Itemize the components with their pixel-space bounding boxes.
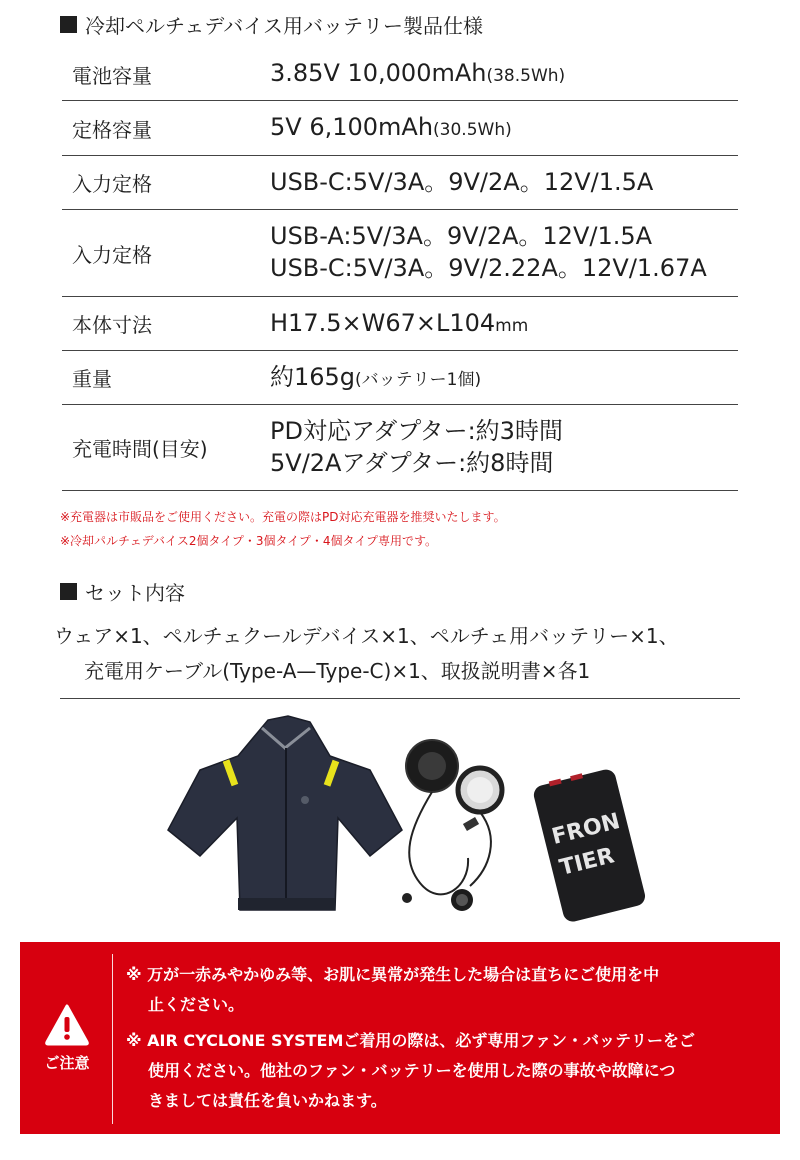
spec-value-main: 5V/2Aアダプター:約8時間: [270, 448, 554, 477]
caution-item: [126, 960, 766, 1020]
spec-row: [62, 210, 738, 297]
caution-line: きましては責任を負いかねます。: [148, 1091, 387, 1110]
spec-value: [270, 308, 738, 340]
caution-line: 止ください。: [148, 995, 245, 1014]
jacket-image: [168, 716, 402, 910]
spec-label: 入力定格: [72, 172, 152, 196]
peltier-device-image: [402, 740, 502, 911]
spec-value-note: (30.5Wh): [433, 120, 512, 141]
spec-row: [62, 351, 738, 405]
divider: [112, 954, 113, 1124]
spec-label: 充電時間(目安): [72, 437, 208, 461]
spec-value-main: H17.5×W67×L104: [270, 308, 496, 337]
spec-value-main: USB-C:5V/3A。9V/2.22A。12V/1.67A: [270, 254, 707, 282]
spec-value: [270, 112, 738, 144]
square-bullet-icon: [60, 16, 77, 33]
spec-label: 入力定格: [72, 242, 152, 267]
spec-value-main: 5V 6,100mAh: [270, 113, 434, 142]
caution-label: ご注意: [44, 1054, 90, 1072]
set-section-title: [60, 577, 185, 606]
set-title-text: セット内容: [85, 581, 185, 605]
warning-icon: [45, 1004, 89, 1046]
spec-note: ※冷却パルチェデバイス2個タイプ・3個タイプ・4個タイプ専用です。: [60, 534, 438, 548]
spec-row: [62, 101, 738, 156]
caution-item: [126, 1026, 766, 1116]
spec-row: [62, 405, 738, 491]
spec-value-main: USB-C:5V/3A。9V/2A。12V/1.5A: [270, 167, 654, 196]
square-bullet-icon: [60, 583, 77, 600]
caution-line: ※ 万が一赤みやかゆみ等、お肌に異常が発生した場合は直ちにご使用を中: [126, 965, 660, 984]
spec-label: 重量: [72, 367, 112, 391]
spec-title-text: 冷却ペルチェデバイス用バッテリー製品仕様: [85, 14, 483, 38]
spec-value: [270, 58, 738, 90]
spec-value-note: (38.5Wh): [486, 66, 566, 87]
set-contents-line: ウェア×1、ペルチェクールデバイス×1、ペルチェ用バッテリー×1、: [54, 624, 679, 648]
spec-row: [62, 156, 738, 210]
spec-value: [270, 221, 738, 284]
product-images: [0, 708, 800, 923]
spec-value-main: PD対応アダプター:約3時間: [270, 416, 563, 445]
spec-value: [270, 416, 738, 479]
spec-table: [62, 48, 738, 491]
spec-label: 本体寸法: [72, 313, 152, 337]
spec-row: [62, 297, 738, 351]
caution-line: ※ AIR CYCLONE SYSTEMご着用の際は、必ず専用ファン・バッテリーをご: [126, 1031, 696, 1050]
spec-value: [270, 362, 738, 394]
spec-value-main: 約165g: [270, 362, 356, 391]
divider: [60, 698, 740, 699]
caution-box: [20, 942, 780, 1134]
spec-note: ※充電器は市販品をご使用ください。充電の際はPD対応充電器を推奨いたします。: [60, 510, 506, 524]
spec-row: [62, 48, 738, 101]
spec-value-note: mm: [495, 315, 529, 336]
caution-line: 使用ください。他社のファン・バッテリーを使用した際の事故や故障につ: [148, 1061, 676, 1080]
spec-section-title: [60, 10, 483, 39]
spec-label: 定格容量: [72, 117, 152, 142]
battery-image: [531, 766, 647, 923]
spec-value-main: USB-A:5V/3A。9V/2A。12V/1.5A: [270, 222, 653, 251]
spec-value: [270, 167, 738, 199]
spec-value-main: 3.85V 10,000mAh: [270, 59, 487, 88]
battery-print-line: TIER: [557, 843, 617, 881]
set-contents-line: 充電用ケーブル(Type-A—Type-C)×1、取扱説明書×各1: [84, 659, 591, 683]
battery-print-line: FRON: [549, 808, 623, 850]
spec-label: 電池容量: [72, 63, 152, 88]
spec-value-note: (バッテリー1個): [355, 369, 482, 390]
caution-list: [126, 960, 766, 1122]
caution-badge: [37, 1004, 97, 1073]
